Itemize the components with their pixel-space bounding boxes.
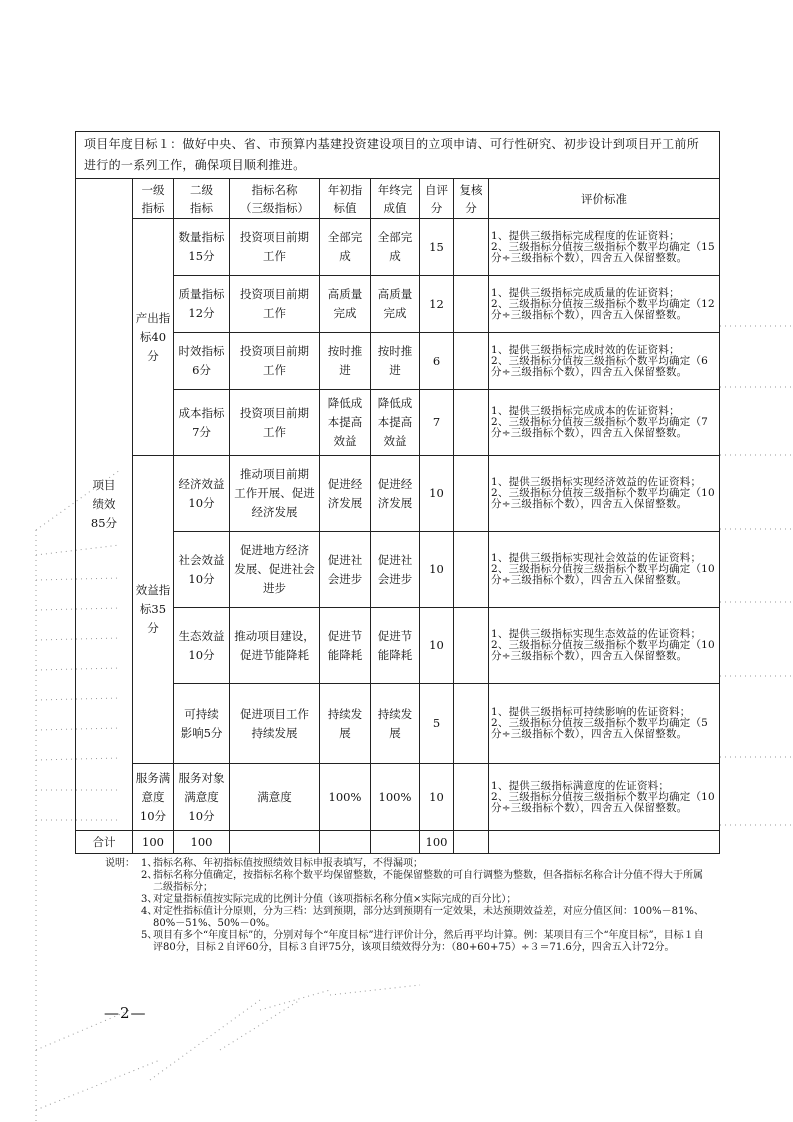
output-group-label: 产出指 标40 分 bbox=[133, 219, 174, 456]
note-item bbox=[105, 930, 705, 954]
review-score-cell bbox=[454, 276, 489, 333]
initial-value-cell: 促进经 济发展 bbox=[320, 456, 371, 532]
total-level2: 100 bbox=[174, 831, 230, 854]
benefit-group-label: 效益指 标35 分 bbox=[133, 456, 174, 764]
self-score-cell: 15 bbox=[420, 219, 454, 276]
note-number: 2、 bbox=[141, 870, 158, 881]
initial-value-cell: 高质量 完成 bbox=[320, 276, 371, 333]
self-score-cell: 10 bbox=[420, 456, 454, 532]
level2-cell: 经济效益 10分 bbox=[174, 456, 230, 532]
total-level1: 100 bbox=[133, 831, 174, 854]
page-number: —2— bbox=[104, 1004, 147, 1022]
criteria-cell: 1、提供三级指标完成程度的佐证资料； 2、三级指标分值按三级指标个数平均确定（15分÷三级指标个数），四舍五入保留整数。 bbox=[489, 219, 720, 276]
initial-value-cell: 降低成 本提高 效益 bbox=[320, 390, 371, 456]
self-score-cell: 7 bbox=[420, 390, 454, 456]
self-score-cell: 6 bbox=[420, 333, 454, 390]
review-score-cell bbox=[454, 390, 489, 456]
criteria-cell: 1、提供三级指标实现生态效益的佐证资料； 2、三级指标分值按三级指标个数平均确定（10分÷三级指标个数），四舍五入保留整数。 bbox=[489, 608, 720, 684]
note-item bbox=[105, 906, 705, 930]
note-text: 指标名称分值确定，按指标名称个数平均保留整数，不能保留整数的可自行调整为整数，但各指标名称合计分值不得大于所属二级指标分； bbox=[153, 870, 703, 893]
note-text: 项目有多个“年度目标”的，分别对每个“年度目标”进行评价计分，然后再平均计算。例：某项目有三个“年度目标”，目标１自评80分，目标２自评60分，目标３自评75分，该项目绩效得分为：（80+60+75）÷３＝71.6分，四舍五入计72分。 bbox=[153, 930, 704, 953]
service-indicator-name: 满意度 bbox=[230, 764, 320, 831]
indicator-name-cell: 投资项目前期 工作 bbox=[230, 219, 320, 276]
indicator-name-cell: 投资项目前期 工作 bbox=[230, 333, 320, 390]
self-score-cell: 12 bbox=[420, 276, 454, 333]
final-value-cell: 高质量 完成 bbox=[371, 276, 420, 333]
total-empty-criteria bbox=[489, 831, 720, 854]
table-row bbox=[76, 456, 720, 532]
table-row bbox=[76, 219, 720, 276]
review-score-cell bbox=[454, 684, 489, 764]
service-level1-cell: 服务满 意度 10分 bbox=[133, 764, 174, 831]
performance-table bbox=[75, 131, 720, 854]
self-score-cell: 10 bbox=[420, 532, 454, 608]
initial-value-cell: 促进社 会进步 bbox=[320, 532, 371, 608]
note-number: 4、 bbox=[141, 906, 158, 917]
total-empty-name bbox=[230, 831, 320, 854]
criteria-cell: 1、提供三级指标完成成本的佐证资料； 2、三级指标分值按三级指标个数平均确定（7分÷三级指标个数），四舍五入保留整数。 bbox=[489, 390, 720, 456]
table-row bbox=[76, 764, 720, 831]
final-value-cell: 降低成 本提高 效益 bbox=[371, 390, 420, 456]
criteria-cell: 1、提供三级指标实现社会效益的佐证资料； 2、三级指标分值按三级指标个数平均确定（10分÷三级指标个数），四舍五入保留整数。 bbox=[489, 532, 720, 608]
review-score-cell bbox=[454, 333, 489, 390]
total-empty-final bbox=[371, 831, 420, 854]
indicator-name-cell: 投资项目前期 工作 bbox=[230, 390, 320, 456]
note-item bbox=[105, 858, 705, 870]
note-item bbox=[105, 894, 705, 906]
note-number: 5、 bbox=[141, 930, 158, 941]
level2-cell: 成本指标 7分 bbox=[174, 390, 230, 456]
level2-cell: 数量指标 15分 bbox=[174, 219, 230, 276]
service-criteria: 1、提供三级指标满意度的佐证资料； 2、三级指标分值按三级指标个数平均确定（10分÷三级指标个数），四舍五入保留整数。 bbox=[489, 764, 720, 831]
indicator-name-cell: 投资项目前期 工作 bbox=[230, 276, 320, 333]
note-text: 指标名称、年初指标值按照绩效目标申报表填写，不得漏项； bbox=[153, 858, 423, 869]
level2-cell: 社会效益 10分 bbox=[174, 532, 230, 608]
review-score-cell bbox=[454, 219, 489, 276]
header-final-value: 年终完 成值 bbox=[371, 179, 420, 219]
note-text: 对定性指标值计分原则，分为三档：达到预期，部分达到预期有一定效果，未达预期效益差，对应分值区间：100%－81%、80%－51%、50%－0%。 bbox=[153, 906, 704, 929]
service-self-score: 10 bbox=[420, 764, 454, 831]
total-empty-review bbox=[454, 831, 489, 854]
final-value-cell: 按时推 进 bbox=[371, 333, 420, 390]
header-initial-value: 年初指 标值 bbox=[320, 179, 371, 219]
initial-value-cell: 持续发 展 bbox=[320, 684, 371, 764]
total-label: 合计 bbox=[76, 831, 133, 854]
header-self-score: 自评 分 bbox=[420, 179, 454, 219]
initial-value-cell: 全部完 成 bbox=[320, 219, 371, 276]
final-value-cell: 全部完 成 bbox=[371, 219, 420, 276]
annual-goal: 项目年度目标１：做好中央、省、市预算内基建投资建设项目的立项申请、可行性研究、初步设计到项目开工前所进行的一系列工作，确保项目顺利推进。 bbox=[76, 132, 720, 179]
final-value-cell: 持续发 展 bbox=[371, 684, 420, 764]
initial-value-cell: 促进节 能降耗 bbox=[320, 608, 371, 684]
indicator-name-cell: 推动项目前期 工作开展、促进 经济发展 bbox=[230, 456, 320, 532]
review-score-cell bbox=[454, 456, 489, 532]
header-level2: 二级 指标 bbox=[174, 179, 230, 219]
note-text: 对定量指标值按实际完成的比例计分值（该项指标名称分值×实际完成的百分比）； bbox=[153, 894, 517, 905]
note-number: 3、 bbox=[141, 894, 158, 905]
criteria-cell: 1、提供三级指标实现经济效益的佐证资料； 2、三级指标分值按三级指标个数平均确定（10分÷三级指标个数），四舍五入保留整数。 bbox=[489, 456, 720, 532]
self-score-cell: 10 bbox=[420, 608, 454, 684]
criteria-cell: 1、提供三级指标完成时效的佐证资料； 2、三级指标分值按三级指标个数平均确定（6分÷三级指标个数），四舍五入保留整数。 bbox=[489, 333, 720, 390]
service-initial-value: 100% bbox=[320, 764, 371, 831]
header-review-score: 复核 分 bbox=[454, 179, 489, 219]
review-score-cell bbox=[454, 608, 489, 684]
indicator-name-cell: 促进地方经济 发展、促进社会 进步 bbox=[230, 532, 320, 608]
level2-cell: 生态效益 10分 bbox=[174, 608, 230, 684]
notes-lead: 说明： bbox=[105, 858, 135, 869]
criteria-cell: 1、提供三级指标完成质量的佐证资料； 2、三级指标分值按三级指标个数平均确定（12分÷三级指标个数），四舍五入保留整数。 bbox=[489, 276, 720, 333]
total-empty-initial bbox=[320, 831, 371, 854]
header-indicator-name: 指标名称 （三级指标） bbox=[230, 179, 320, 219]
level2-cell: 可持续 影响5分 bbox=[174, 684, 230, 764]
criteria-cell: 1、提供三级指标可持续影响的佐证资料； 2、三级指标分值按三级指标个数平均确定（5分÷三级指标个数），四舍五入保留整数。 bbox=[489, 684, 720, 764]
total-self-score: 100 bbox=[420, 831, 454, 854]
note-number: 1、 bbox=[141, 858, 158, 869]
indicator-name-cell: 促进项目工作 持续发展 bbox=[230, 684, 320, 764]
header-level1: 一级 指标 bbox=[133, 179, 174, 219]
project-performance-cell bbox=[76, 179, 133, 831]
project-performance-label: 项目 绩效 85分 bbox=[90, 478, 118, 530]
service-final-value: 100% bbox=[371, 764, 420, 831]
review-score-cell bbox=[454, 532, 489, 608]
service-review-score bbox=[454, 764, 489, 831]
explanation-notes bbox=[105, 858, 705, 954]
self-score-cell: 5 bbox=[420, 684, 454, 764]
service-level2-cell: 服务对象 满意度 10分 bbox=[174, 764, 230, 831]
total-row bbox=[76, 831, 720, 854]
level2-cell: 质量指标 12分 bbox=[174, 276, 230, 333]
note-item bbox=[105, 870, 705, 894]
final-value-cell: 促进节 能降耗 bbox=[371, 608, 420, 684]
final-value-cell: 促进经 济发展 bbox=[371, 456, 420, 532]
indicator-name-cell: 推动项目建设， 促进节能降耗 bbox=[230, 608, 320, 684]
header-criteria: 评价标准 bbox=[489, 179, 720, 219]
final-value-cell: 促进社 会进步 bbox=[371, 532, 420, 608]
initial-value-cell: 按时推 进 bbox=[320, 333, 371, 390]
level2-cell: 时效指标 6分 bbox=[174, 333, 230, 390]
